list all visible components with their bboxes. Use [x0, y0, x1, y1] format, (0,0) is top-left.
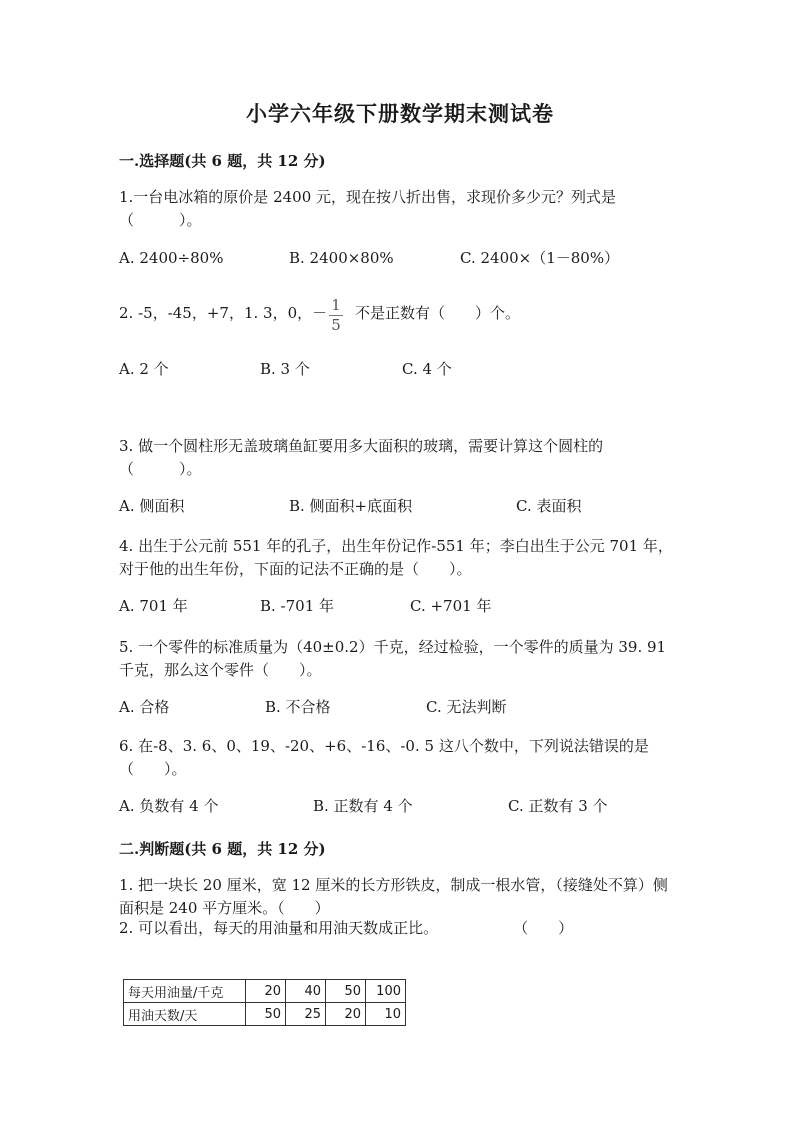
option-b: B. 侧面积+底面积	[289, 497, 413, 515]
option-a: A. 701 年	[119, 597, 188, 615]
table-cell: 25	[286, 1003, 326, 1026]
option-b: B. 2400×80%	[289, 249, 394, 267]
option-c: C. +701 年	[410, 597, 492, 615]
question-6: 6. 在-8、3. 6、0、19、-20、+6、-16、-0. 5 这八个数中，下列说法错误的是（ ）。	[119, 737, 649, 778]
table-cell: 50	[246, 1003, 286, 1026]
option-c: C. 表面积	[516, 497, 582, 515]
question-2-text: 2. -5，-45，+7，1. 3，0，－	[119, 304, 328, 322]
question-5: 5. 一个零件的标准质量为（40±0.2）千克，经过检验，一个零件的质量为 39. 91 千克，那么这个零件（ ）。	[119, 638, 667, 679]
question-4: 4. 出生于公元前 551 年的孔子，出生年份记作-551 年；李白出生于公元 701 年，对于他的出生年份，下面的记法不正确的是（ ）。	[119, 537, 673, 578]
fraction-denominator: 5	[331, 316, 341, 334]
table-cell: 40	[286, 980, 326, 1003]
option-b: B. 3 个	[260, 360, 310, 378]
question-1: 1.一台电冰箱的原价是 2400 元，现在按八折出售，求现价多少元？列式是（ ）。	[119, 188, 617, 229]
option-c: C. 无法判断	[426, 698, 507, 716]
question-3: 3. 做一个圆柱形无盖玻璃鱼缸要用多大面积的玻璃，需要计算这个圆柱的（ ）。	[119, 437, 604, 478]
option-c: C. 2400×（1－80%）	[460, 249, 620, 267]
table-cell: 10	[366, 1003, 406, 1026]
table-cell: 100	[366, 980, 406, 1003]
oil-usage-table	[123, 979, 406, 1026]
option-b: B. 正数有 4 个	[313, 797, 413, 815]
option-a: A. 负数有 4 个	[119, 797, 219, 815]
section-heading-choice: 一.选择题(共 6 题，共 12 分)	[119, 152, 326, 170]
option-a: A. 2 个	[119, 360, 169, 378]
table-row	[124, 1003, 406, 1026]
option-c: C. 正数有 3 个	[508, 797, 608, 815]
option-a: A. 合格	[119, 698, 170, 716]
fraction-numerator: 1	[331, 296, 341, 314]
judge-question-2: 2. 可以看出，每天的用油量和用油天数成正比。 （ ）	[119, 919, 574, 937]
section-heading-judge: 二.判断题(共 6 题，共 12 分)	[119, 840, 326, 858]
table-cell: 50	[326, 980, 366, 1003]
judge-question-1: 1. 把一块长 20 厘米，宽 12 厘米的长方形铁皮，制成一根水管，（接缝处不算）侧面积是 240 平方厘米。（ ）	[119, 876, 668, 917]
page-title: 小学六年级下册数学期末测试卷	[246, 101, 554, 126]
table-row	[124, 980, 406, 1003]
option-b: B. 不合格	[265, 698, 331, 716]
table-cell: 20	[326, 1003, 366, 1026]
table-cell: 20	[246, 980, 286, 1003]
option-b: B. -701 年	[260, 597, 335, 615]
option-a: A. 2400÷80%	[119, 249, 224, 267]
option-a: A. 侧面积	[119, 497, 185, 515]
fraction	[327, 297, 345, 334]
table-row-label: 每天用油量/千克	[124, 980, 246, 1003]
question-2-text-end: 不是正数有（ ）个。	[355, 304, 521, 322]
table-row-label: 用油天数/天	[124, 1003, 246, 1026]
option-c: C. 4 个	[402, 360, 452, 378]
